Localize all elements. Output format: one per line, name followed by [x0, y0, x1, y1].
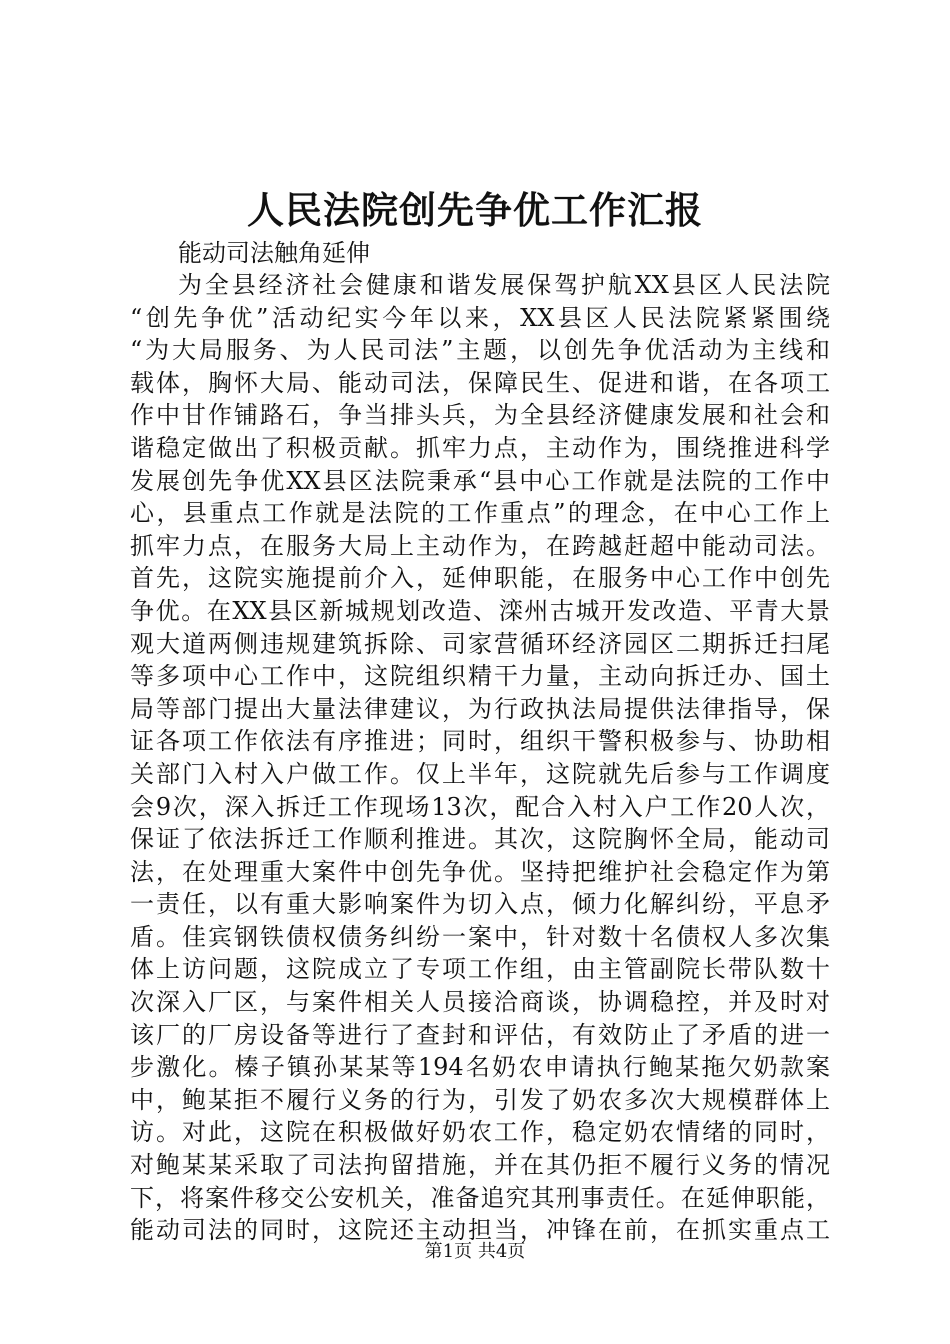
- body-line: 下，将案件移交公安机关，准备追究其刑事责任。在延伸职能，: [130, 1183, 830, 1212]
- body-line: 心，县重点工作就是法院的工作重点”的理念，在中心工作上: [130, 499, 830, 528]
- body-line: 局等部门提出大量法律建议，为行政执法局提供法律指导，保: [130, 694, 830, 723]
- body-line: 一责任，以有重大影响案件为切入点，倾力化解纠纷，平息矛: [130, 890, 830, 919]
- body-line: 能动司法的同时，这院还主动担当，冲锋在前，在抓实重点工: [130, 1216, 830, 1245]
- body-line: 关部门入村入户做工作。仅上半年，这院就先后参与工作调度: [130, 759, 830, 788]
- body-line: 观大道两侧违规建筑拆除、司家营循环经济园区二期拆迁扫尾: [130, 629, 830, 658]
- document-subtitle: 能动司法触角延伸: [178, 239, 370, 267]
- document-title: 人民法院创先争优工作汇报: [247, 188, 703, 232]
- body-line: 步激化。榛子镇孙某某等194名奶农申请执行鲍某拖欠奶款案: [130, 1053, 830, 1082]
- body-line: 盾。佳宾钢铁债权债务纠纷一案中，针对数十名债权人多次集: [130, 922, 830, 951]
- body-line: 等多项中心工作中，这院组织精干力量，主动向拆迁办、国土: [130, 662, 830, 691]
- body-line: 次深入厂区，与案件相关人员接洽商谈，协调稳控，并及时对: [130, 988, 830, 1017]
- body-line: “创先争优”活动纪实今年以来，XX县区人民法院紧紧围绕: [130, 303, 830, 332]
- body-line: 为全县经济社会健康和谐发展保驾护航XX县区人民法院: [178, 271, 830, 299]
- body-line: 对鲍某某采取了司法拘留措施，并在其仍拒不履行义务的情况: [130, 1151, 830, 1180]
- body-line: 抓牢力点，在服务大局上主动作为，在跨越赶超中能动司法。: [130, 531, 830, 560]
- body-line: 作中甘作铺路石，争当排头兵，为全县经济健康发展和社会和: [130, 401, 830, 430]
- body-line: 证各项工作依法有序推进；同时，组织干警积极参与、协助相: [130, 727, 830, 756]
- body-line: 法，在处理重大案件中创先争优。坚持把维护社会稳定作为第: [130, 857, 830, 886]
- body-line: 争优。在XX县区新城规划改造、滦州古城开发改造、平青大景: [130, 596, 830, 625]
- body-line: 保证了依法拆迁工作顺利推进。其次，这院胸怀全局，能动司: [130, 825, 830, 854]
- body-line: 载体，胸怀大局、能动司法，保障民生、促进和谐，在各项工: [130, 368, 830, 397]
- body-line: 中，鲍某拒不履行义务的行为，引发了奶农多次大规模群体上: [130, 1085, 830, 1114]
- body-line: 发展创先争优XX县区法院秉承“县中心工作就是法院的工作中: [130, 466, 830, 495]
- body-line: 谐稳定做出了积极贡献。抓牢力点，主动作为，围绕推进科学: [130, 433, 830, 462]
- body-line: 体上访问题，这院成立了专项工作组，由主管副院长带队数十: [130, 955, 830, 984]
- body-line: “为大局服务、为人民司法”主题，以创先争优活动为主线和: [130, 336, 830, 365]
- body-line: 首先，这院实施提前介入，延伸职能，在服务中心工作中创先: [130, 564, 830, 593]
- body-line: 访。对此，这院在积极做好奶农工作，稳定奶农情绪的同时，: [130, 1118, 830, 1147]
- page-footer: 第1页 共4页: [424, 1241, 526, 1262]
- body-line: 该厂的厂房设备等进行了查封和评估，有效防止了矛盾的进一: [130, 1020, 830, 1049]
- document-body: [130, 269, 830, 1247]
- body-line: 会9次，深入拆迁工作现场13次，配合入村入户工作20人次，: [130, 792, 830, 821]
